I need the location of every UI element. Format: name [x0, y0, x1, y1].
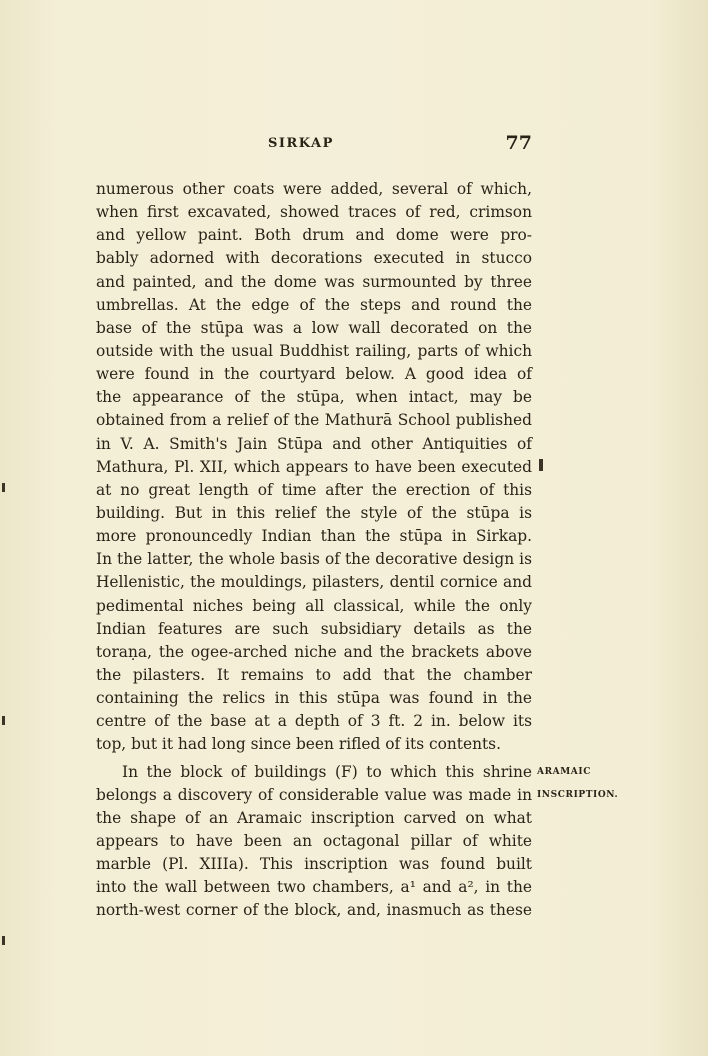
- text-line: when first excavated, showed traces of red, crimson: [96, 203, 532, 222]
- text-line: containing the relics in this stūpa was found in the: [96, 689, 532, 708]
- text-line: into the wall between two chambers, a¹ and a², in the: [96, 878, 532, 897]
- text-line: In the latter, the whole basis of the decorative design is: [96, 550, 532, 569]
- text-line: Mathura, Pl. XII, which appears to have been executed: [96, 457, 532, 476]
- text-line: obtained from a relief of the Mathurā School published: [96, 411, 532, 430]
- text-line: more pronouncedly Indian than the stūpa in Sirkap.: [96, 527, 532, 546]
- text-line: umbrellas. At the edge of the steps and round the: [96, 295, 532, 314]
- text-line: appears to have been an octagonal pillar of white: [96, 831, 532, 850]
- text-line: bably adorned with decorations executed in stucco: [96, 249, 532, 268]
- page-number: 77: [505, 132, 532, 154]
- running-head: SIRKAP: [268, 136, 334, 151]
- text-line: numerous other coats were added, several of which,: [96, 180, 532, 198]
- paragraph-start-line: In the block of buildings (F) to which this shrine: [122, 762, 532, 781]
- text-line: top, but it had long since been rifled of its contents.: [96, 735, 501, 754]
- margin-note-line: INSCRIPTION.: [537, 790, 619, 800]
- scan-speck: [2, 936, 5, 945]
- page-header: [96, 132, 532, 156]
- body-text: [96, 178, 532, 923]
- text-line: the appearance of the stūpa, when intact, may be: [96, 388, 532, 407]
- text-line: base of the stūpa was a low wall decorated on the: [96, 318, 532, 337]
- scan-speck: [2, 483, 5, 492]
- text-line: the pilasters. It remains to add that the chamber: [96, 665, 532, 684]
- text-line: marble (Pl. XIIIa). This inscription was found built: [96, 855, 532, 874]
- text-line: centre of the base at a depth of 3 ft. 2 in. below its: [96, 712, 532, 731]
- text-line: north-west corner of the block, and, inasmuch as these: [96, 901, 532, 920]
- text-line: building. But in this relief the style of the stūpa is: [96, 503, 532, 522]
- text-line: and painted, and the dome was surmounted by three: [96, 272, 532, 291]
- text-line: Indian features are such subsidiary details as the: [96, 619, 532, 638]
- text-line: the shape of an Aramaic inscription carved on what: [96, 808, 532, 827]
- margin-note: [537, 761, 618, 807]
- margin-note-line: ARAMAIC: [537, 767, 591, 777]
- text-line: pedimental niches being all classical, while the only: [96, 596, 532, 615]
- text-line: and yellow paint. Both drum and dome were pro-: [96, 226, 532, 245]
- text-line: outside with the usual Buddhist railing, parts of which: [96, 341, 532, 360]
- text-line: belongs a discovery of considerable value was made in: [96, 785, 532, 804]
- text-line: were found in the courtyard below. A good idea of: [96, 365, 532, 384]
- text-line: in V. A. Smith's Jain Stūpa and other Antiquities of: [96, 434, 532, 453]
- scan-speck: [2, 716, 5, 725]
- scan-speck: [539, 459, 543, 471]
- text-line: toraṇa, the ogee-arched niche and the brackets above: [96, 642, 532, 661]
- text-line: Hellenistic, the mouldings, pilasters, dentil cornice and: [96, 573, 532, 592]
- text-line: at no great length of time after the erection of this: [96, 480, 532, 499]
